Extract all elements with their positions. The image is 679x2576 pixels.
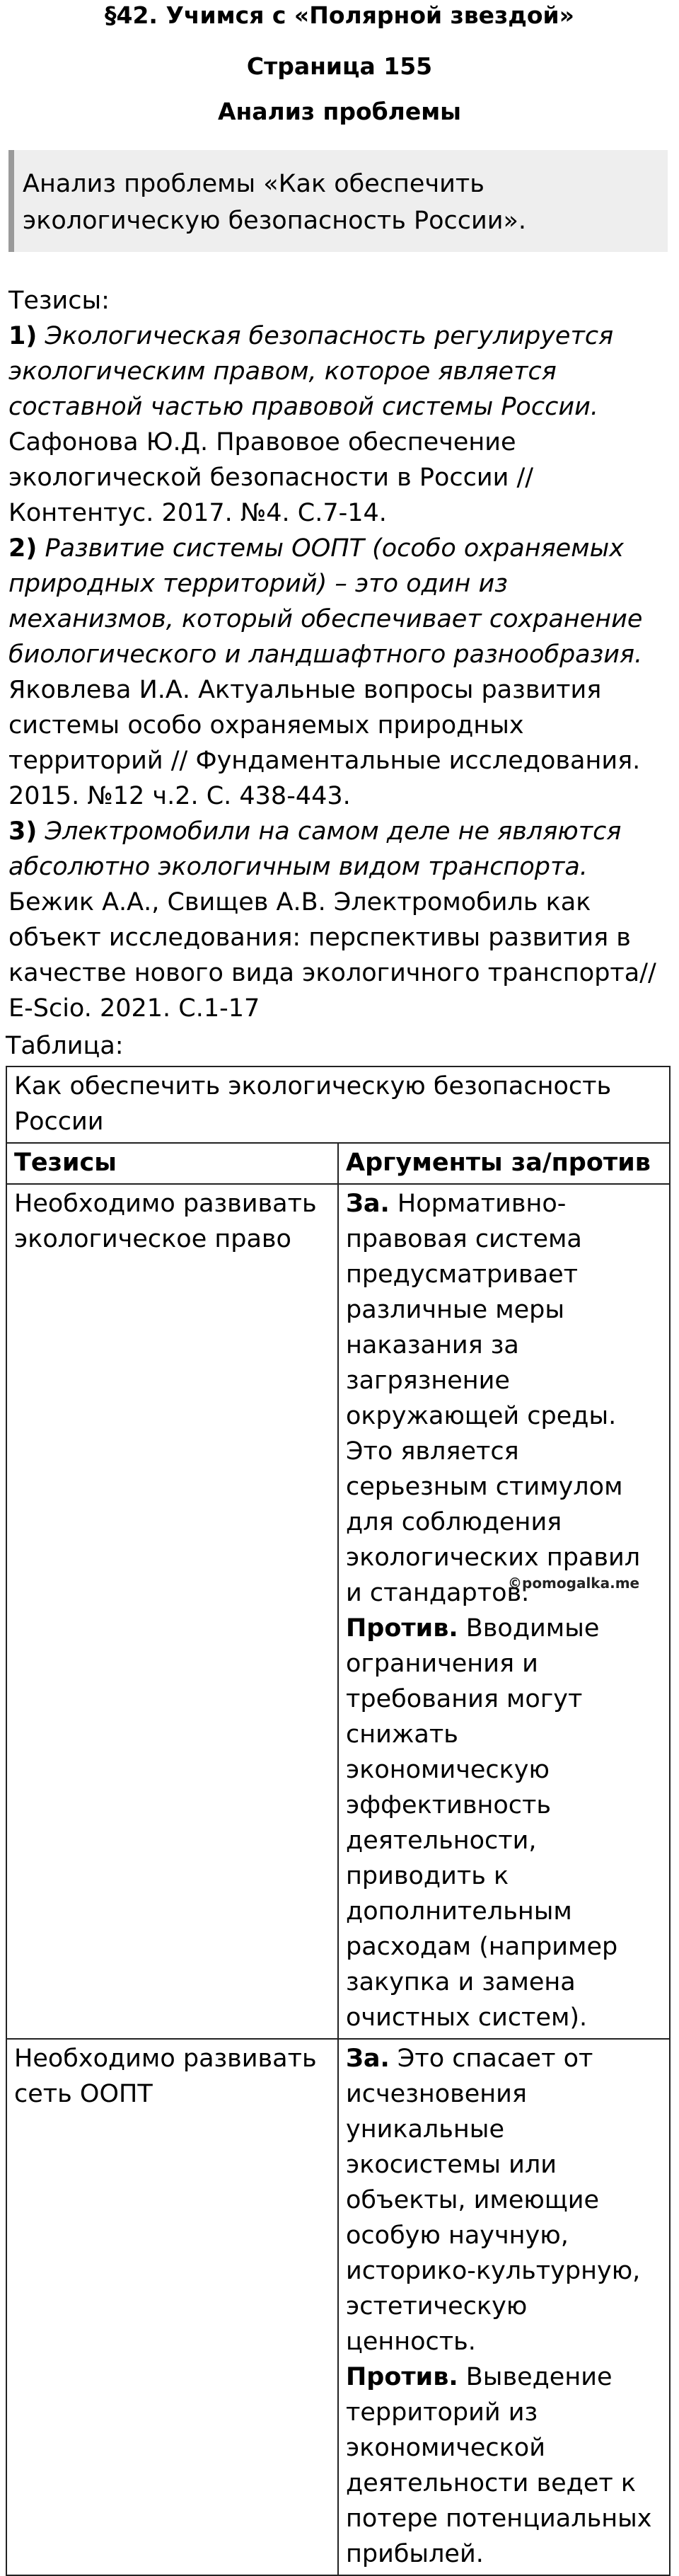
table-header-row <box>6 1143 670 1184</box>
pro-text: Нормативно-правовая система предусматривает различные меры наказания за загрязнение окружающей среды. Это является серьезным стимулом для соблюдения экологических правил и стандартов. <box>346 1190 641 1607</box>
page-number: Страница 155 <box>246 52 433 80</box>
thesis-cell: Необходимо развивать сеть ООПТ <box>6 2039 338 2575</box>
task-text: Анализ проблемы «Как обеспечить экологическую безопасность России». <box>23 170 527 235</box>
arguments-cell <box>338 1184 670 2039</box>
thesis-source: Сафонова Ю.Д. Правовое обеспечение экологической безопасности в России // Контентус. 2017. №4. С.7-14. <box>8 428 534 527</box>
watermark: ©pomogalka.me <box>508 1575 640 1592</box>
section-title: Анализ проблемы <box>217 98 462 125</box>
table-caption: Как обеспечить экологическую безопасность России <box>6 1066 670 1143</box>
thesis-cell: Необходимо развивать экологическое право <box>6 1184 338 2039</box>
con-text: Выведение территорий из экономической деятельности ведет к потере потенциальных прибылей. <box>346 2363 652 2568</box>
thesis-source: Бежик А.А., Свищев А.В. Электромобиль как объект исследования: перспективы развития в качестве нового вида экологичного транспорта// E-Scio. 2021. С.1-17 <box>8 888 656 1023</box>
table-caption-row <box>6 1066 670 1143</box>
table-label: Таблица: <box>6 1032 124 1060</box>
thesis-number: 3) <box>8 817 37 846</box>
thesis-number: 2) <box>8 534 37 563</box>
thesis-text: Развитие системы ООПТ (особо охраняемых природных территорий) – это один из механизмов, который обеспечивает сохранение биологического и ландшафтного разнообразия. <box>8 534 643 669</box>
thesis-number: 1) <box>8 322 37 350</box>
pro-text: Это спасает от исчезновения уникальные экосистемы или объекты, имеющие особую научную, историко-культурную, эстетическую ценность. <box>346 2045 641 2356</box>
page-title: §42. Учимся с «Полярной звездой» <box>105 1 574 29</box>
theses-block <box>8 283 671 1026</box>
theses-label: Тезисы: <box>8 287 110 315</box>
thesis-text: Электромобили на самом деле не являются абсолютно экологичным видом транспорта. <box>8 817 622 881</box>
table-row <box>6 2039 670 2575</box>
table-row <box>6 1184 670 2039</box>
arguments-table <box>6 1066 671 2576</box>
pro-label: За. <box>346 2045 390 2073</box>
thesis-3 <box>8 814 671 885</box>
header-arguments: Аргументы за/против <box>338 1143 670 1184</box>
header-theses: Тезисы <box>6 1143 338 1184</box>
con-label: Против. <box>346 1614 458 1643</box>
thesis-source: Яковлева И.А. Актуальные вопросы развития системы особо охраняемых природных территорий // Фундаментальные исследования. 2015. №12 ч.2. С. 438-443. <box>8 676 641 810</box>
thesis-text: Экологическая безопасность регулируется экологическим правом, которое является составной частью правовой системы России. <box>8 322 614 421</box>
con-label: Против. <box>346 2363 458 2391</box>
thesis-1 <box>8 318 671 425</box>
arguments-cell <box>338 2039 670 2575</box>
con-text: Вводимые ограничения и требования могут снижать экономическую эффективность деятельности, приводить к дополнительным расходам (например закупка и замена очистных систем). <box>346 1614 618 2032</box>
task-box <box>8 150 668 252</box>
pro-label: За. <box>346 1190 390 1218</box>
thesis-2 <box>8 531 671 672</box>
